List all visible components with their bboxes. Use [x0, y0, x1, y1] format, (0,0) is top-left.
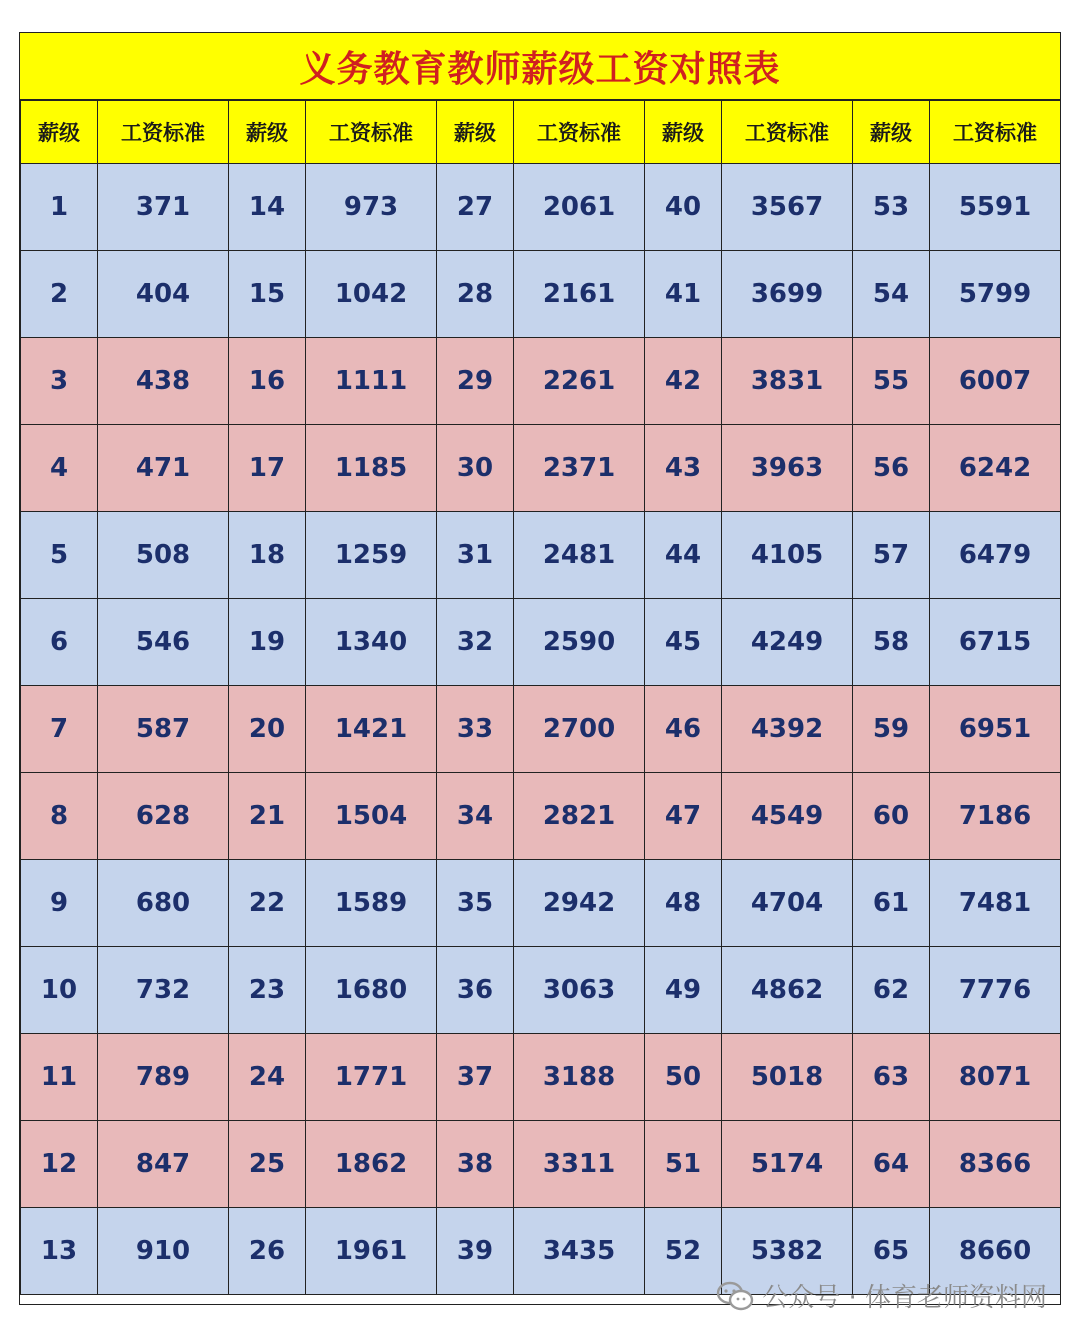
salary-cell: 7776: [930, 947, 1061, 1034]
grade-cell: 6: [21, 599, 98, 686]
grade-cell: 44: [645, 512, 722, 599]
salary-cell: 1111: [306, 338, 437, 425]
watermark: [716, 1277, 1047, 1314]
grade-cell: 48: [645, 860, 722, 947]
salary-cell: 6951: [930, 686, 1061, 773]
grade-cell: 45: [645, 599, 722, 686]
salary-cell: 6007: [930, 338, 1061, 425]
wechat-icon: [716, 1281, 754, 1311]
grade-cell: 47: [645, 773, 722, 860]
table-row: [21, 425, 1061, 512]
grade-cell: 20: [229, 686, 306, 773]
grade-cell: 16: [229, 338, 306, 425]
table-title: 义务教育教师薪级工资对照表: [20, 33, 1060, 100]
salary-cell: 4249: [722, 599, 853, 686]
salary-cell: 2061: [514, 164, 645, 251]
salary-table-sheet: [19, 32, 1061, 1305]
salary-cell: 1042: [306, 251, 437, 338]
grade-cell: 57: [853, 512, 930, 599]
salary-cell: 1185: [306, 425, 437, 512]
salary-cell: 508: [98, 512, 229, 599]
grade-cell: 60: [853, 773, 930, 860]
salary-cell: 2481: [514, 512, 645, 599]
grade-cell: 40: [645, 164, 722, 251]
grade-cell: 50: [645, 1034, 722, 1121]
salary-cell: 3311: [514, 1121, 645, 1208]
table-row: [21, 599, 1061, 686]
grade-cell: 63: [853, 1034, 930, 1121]
header-salary: 工资标准: [514, 101, 645, 164]
grade-cell: 35: [437, 860, 514, 947]
header-grade: 薪级: [853, 101, 930, 164]
salary-cell: 6479: [930, 512, 1061, 599]
header-salary: 工资标准: [930, 101, 1061, 164]
grade-cell: 13: [21, 1208, 98, 1295]
salary-cell: 471: [98, 425, 229, 512]
salary-cell: 1589: [306, 860, 437, 947]
salary-cell: 2700: [514, 686, 645, 773]
salary-cell: 2590: [514, 599, 645, 686]
salary-cell: 587: [98, 686, 229, 773]
salary-cell: 910: [98, 1208, 229, 1295]
salary-cell: 5174: [722, 1121, 853, 1208]
grade-cell: 4: [21, 425, 98, 512]
grade-cell: 53: [853, 164, 930, 251]
salary-cell: 3435: [514, 1208, 645, 1295]
grade-cell: 5: [21, 512, 98, 599]
header-grade: 薪级: [645, 101, 722, 164]
grade-cell: 61: [853, 860, 930, 947]
salary-cell: 1259: [306, 512, 437, 599]
salary-cell: 1961: [306, 1208, 437, 1295]
salary-cell: 1680: [306, 947, 437, 1034]
grade-cell: 9: [21, 860, 98, 947]
grade-cell: 12: [21, 1121, 98, 1208]
table-row: [21, 860, 1061, 947]
salary-cell: 1421: [306, 686, 437, 773]
salary-cell: 628: [98, 773, 229, 860]
salary-cell: 2161: [514, 251, 645, 338]
grade-cell: 41: [645, 251, 722, 338]
grade-cell: 25: [229, 1121, 306, 1208]
salary-cell: 1340: [306, 599, 437, 686]
grade-cell: 19: [229, 599, 306, 686]
table-row: [21, 338, 1061, 425]
header-salary: 工资标准: [722, 101, 853, 164]
grade-cell: 7: [21, 686, 98, 773]
grade-cell: 11: [21, 1034, 98, 1121]
salary-cell: 8366: [930, 1121, 1061, 1208]
grade-cell: 32: [437, 599, 514, 686]
grade-cell: 14: [229, 164, 306, 251]
table-row: [21, 773, 1061, 860]
header-row: [21, 101, 1061, 164]
grade-cell: 64: [853, 1121, 930, 1208]
grade-cell: 31: [437, 512, 514, 599]
table-row: [21, 512, 1061, 599]
grade-cell: 43: [645, 425, 722, 512]
table-row: [21, 1034, 1061, 1121]
salary-cell: 680: [98, 860, 229, 947]
grade-cell: 52: [645, 1208, 722, 1295]
salary-cell: 4862: [722, 947, 853, 1034]
salary-grade-table: [20, 100, 1061, 1295]
salary-cell: 438: [98, 338, 229, 425]
salary-cell: 5591: [930, 164, 1061, 251]
grade-cell: 58: [853, 599, 930, 686]
grade-cell: 2: [21, 251, 98, 338]
salary-cell: 847: [98, 1121, 229, 1208]
salary-cell: 973: [306, 164, 437, 251]
salary-cell: 3699: [722, 251, 853, 338]
salary-cell: 4549: [722, 773, 853, 860]
grade-cell: 34: [437, 773, 514, 860]
grade-cell: 3: [21, 338, 98, 425]
grade-cell: 59: [853, 686, 930, 773]
salary-cell: 8071: [930, 1034, 1061, 1121]
grade-cell: 15: [229, 251, 306, 338]
table-row: [21, 251, 1061, 338]
salary-cell: 1862: [306, 1121, 437, 1208]
grade-cell: 36: [437, 947, 514, 1034]
salary-cell: 7481: [930, 860, 1061, 947]
salary-cell: 3963: [722, 425, 853, 512]
grade-cell: 10: [21, 947, 98, 1034]
header-grade: 薪级: [229, 101, 306, 164]
salary-cell: 2261: [514, 338, 645, 425]
salary-cell: 1504: [306, 773, 437, 860]
salary-cell: 404: [98, 251, 229, 338]
header-grade: 薪级: [21, 101, 98, 164]
salary-cell: 4392: [722, 686, 853, 773]
salary-cell: 3831: [722, 338, 853, 425]
salary-cell: 2371: [514, 425, 645, 512]
salary-cell: 3188: [514, 1034, 645, 1121]
grade-cell: 23: [229, 947, 306, 1034]
salary-cell: 732: [98, 947, 229, 1034]
header-salary: 工资标准: [306, 101, 437, 164]
grade-cell: 65: [853, 1208, 930, 1295]
table-row: [21, 686, 1061, 773]
grade-cell: 39: [437, 1208, 514, 1295]
salary-cell: 371: [98, 164, 229, 251]
salary-cell: 4704: [722, 860, 853, 947]
table-row: [21, 164, 1061, 251]
grade-cell: 24: [229, 1034, 306, 1121]
salary-cell: 2942: [514, 860, 645, 947]
grade-cell: 54: [853, 251, 930, 338]
salary-cell: 789: [98, 1034, 229, 1121]
salary-cell: 5018: [722, 1034, 853, 1121]
grade-cell: 38: [437, 1121, 514, 1208]
grade-cell: 8: [21, 773, 98, 860]
grade-cell: 30: [437, 425, 514, 512]
grade-cell: 46: [645, 686, 722, 773]
watermark-text: 公众号 · 体育老师资料网: [762, 1283, 1047, 1313]
salary-cell: 6715: [930, 599, 1061, 686]
table-row: [21, 1121, 1061, 1208]
grade-cell: 1: [21, 164, 98, 251]
grade-cell: 17: [229, 425, 306, 512]
salary-cell: 3063: [514, 947, 645, 1034]
salary-cell: 1771: [306, 1034, 437, 1121]
grade-cell: 33: [437, 686, 514, 773]
header-grade: 薪级: [437, 101, 514, 164]
grade-cell: 26: [229, 1208, 306, 1295]
salary-cell: 6242: [930, 425, 1061, 512]
grade-cell: 62: [853, 947, 930, 1034]
grade-cell: 22: [229, 860, 306, 947]
salary-cell: 3567: [722, 164, 853, 251]
grade-cell: 49: [645, 947, 722, 1034]
salary-cell: 4105: [722, 512, 853, 599]
salary-cell: 8660: [930, 1208, 1061, 1295]
grade-cell: 56: [853, 425, 930, 512]
grade-cell: 42: [645, 338, 722, 425]
salary-cell: 7186: [930, 773, 1061, 860]
grade-cell: 21: [229, 773, 306, 860]
grade-cell: 28: [437, 251, 514, 338]
grade-cell: 29: [437, 338, 514, 425]
grade-cell: 51: [645, 1121, 722, 1208]
salary-cell: 2821: [514, 773, 645, 860]
table-body: [21, 164, 1061, 1295]
salary-cell: 5799: [930, 251, 1061, 338]
grade-cell: 55: [853, 338, 930, 425]
header-salary: 工资标准: [98, 101, 229, 164]
salary-cell: 5382: [722, 1208, 853, 1295]
grade-cell: 18: [229, 512, 306, 599]
grade-cell: 37: [437, 1034, 514, 1121]
grade-cell: 27: [437, 164, 514, 251]
table-row: [21, 947, 1061, 1034]
salary-cell: 546: [98, 599, 229, 686]
